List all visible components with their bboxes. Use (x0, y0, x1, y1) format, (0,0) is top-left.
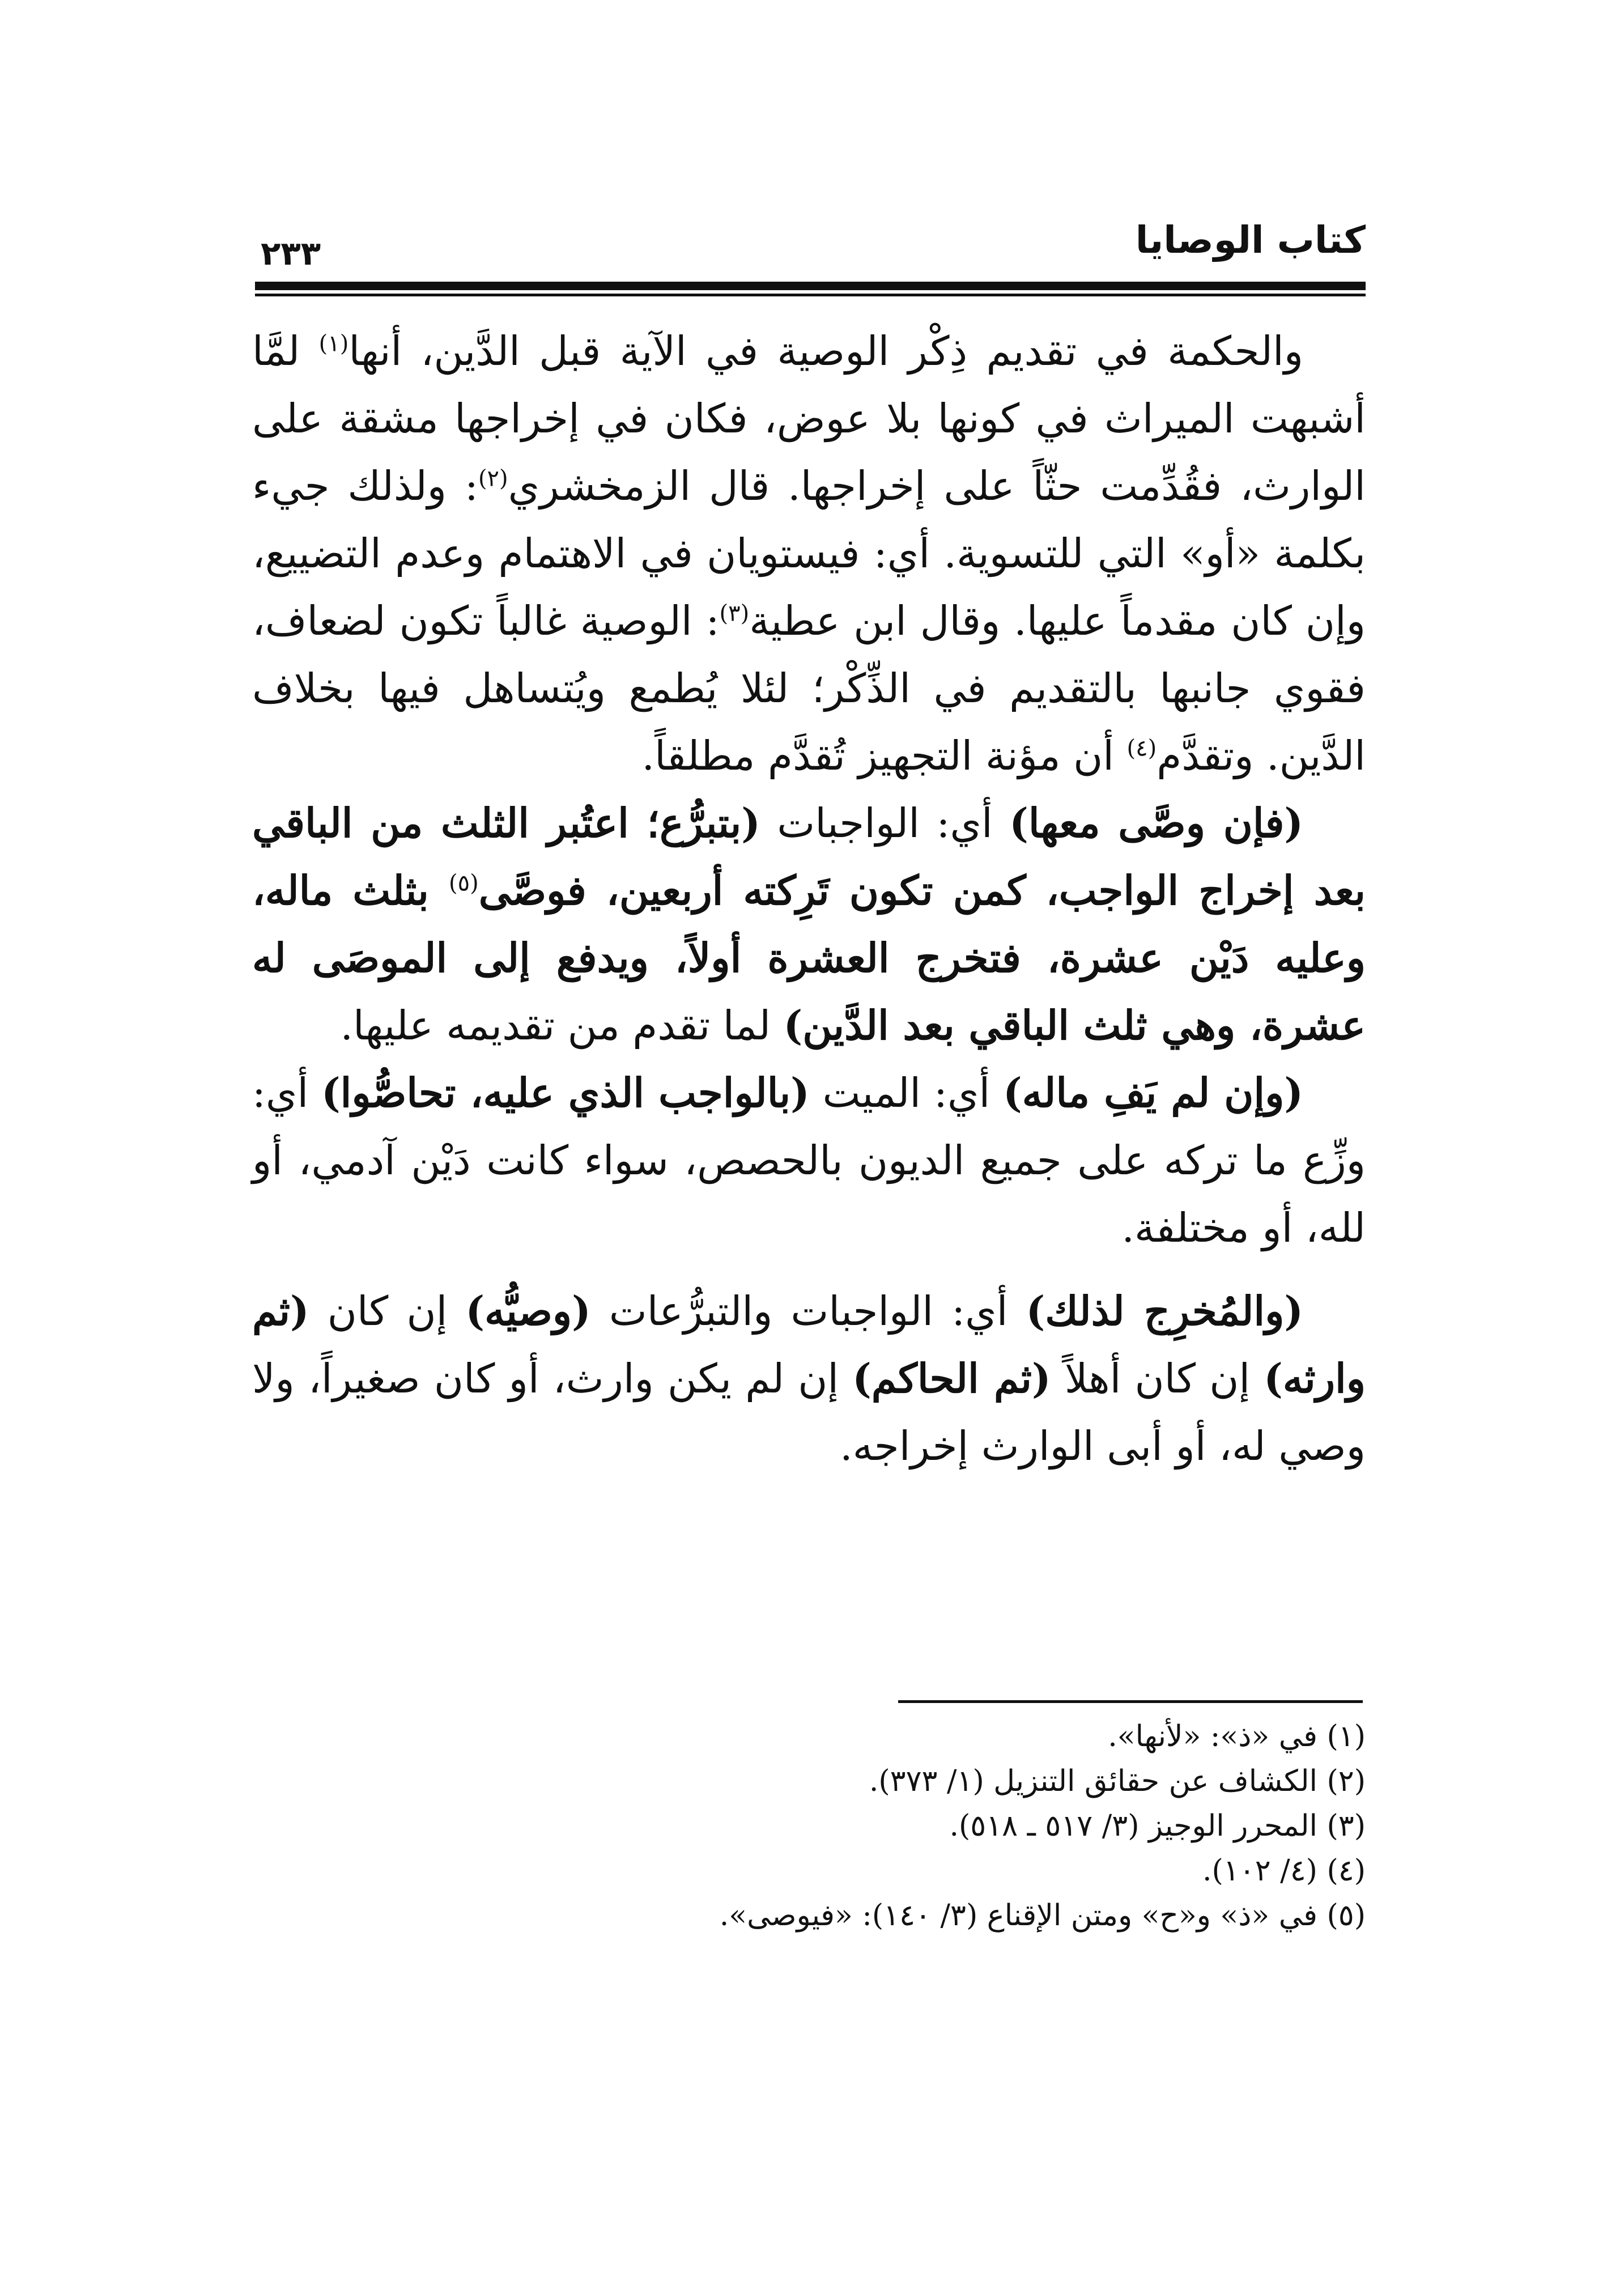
footnotes (252, 1714, 1366, 1938)
footnote-4: (٤) (٤/ ١٠٢). (1202, 1854, 1366, 1888)
sharh-text: أي: الواجبات والتبرُّعات (590, 1288, 1026, 1335)
footnote-ref-5: (٥) (448, 870, 479, 897)
footnote-5: (٥) في «ذ» و«ح» ومتن الإقناع (٣/ ١٤٠): «فيوصى». (719, 1899, 1366, 1933)
sharh-text: إن كان (309, 1288, 466, 1335)
sharh-text: إن كان أهلاً (1051, 1355, 1264, 1402)
sharh-text: إن لم يكن وارث، أو كان صغيراً، ولا وصي له، أو أبى الوارث إخراجه. (252, 1355, 1366, 1470)
footnote-separator (898, 1700, 1363, 1703)
footnote-ref-1: (١) (318, 330, 349, 357)
matn-text: (وإن لم يَفِ ماله) (1003, 1069, 1303, 1116)
matn-text: بثلث ماله، وعليه دَيْن عشرة، فتخرج العشرة أولاً، ويدفع إلى الموصَى له عشرة، وهي ثلث الباقي بعد الدَّين) (252, 867, 1366, 1049)
footnote-ref-2: (٢) (478, 465, 508, 492)
matn-text: (ثم وارثه) (252, 1287, 1366, 1402)
main-text (252, 317, 1366, 1480)
matn-text: (بالواجب الذي عليه، تحاصُّوا) (321, 1069, 810, 1116)
paragraph-insufficient-estate (252, 1059, 1366, 1262)
paragraph-executor (252, 1277, 1366, 1480)
text-run: لمَّا أشبهت الميراث في كونها بلا عوض، فكان في إخراجها مشقة على الوارث، فقُدِّمت حثّاً على إخراجها. قال الزمخشري (252, 328, 1366, 509)
footnote-2: (٢) الكشاف عن حقائق التنزيل (١/ ٣٧٣). (869, 1764, 1366, 1798)
text-run: أن مؤنة التجهيز تُقدَّم مطلقاً. (641, 732, 1127, 779)
sharh-text: أي: وزِّع ما تركه على جميع الديون بالحصص، سواء كانت دَيْن آدمي، أو لله، أو مختلفة. (252, 1069, 1366, 1251)
matn-text: (والمُخرِج لذلك) (1026, 1287, 1303, 1335)
running-title: كتاب الوصايا (1135, 218, 1366, 262)
matn-text: (فإن وصَّى معها) (1009, 799, 1303, 847)
header-rule-thin (255, 294, 1366, 296)
page-header (255, 210, 1366, 283)
sharh-text: أي: الميت (809, 1069, 1004, 1116)
text-run: : ولذلك جيء بكلمة «أو» التي للتسوية. أي: فيستويان في الاهتمام وعدم التضييع، وإن كان مقدماً عليها. وقال ابن عطية (252, 462, 1366, 644)
matn-text: (ثم الحاكم) (852, 1354, 1051, 1402)
footnote-1: (١) في «ذ»: «لأنها». (1108, 1719, 1366, 1753)
matn-text: (وصيُّه) (465, 1287, 591, 1335)
paragraph-wisdom (252, 317, 1366, 789)
text-run: : الوصية غالباً تكون لضعاف، فقوي جانبها بالتقديم في الذِّكْر؛ لئلا يُطمع ويُتساهل فيها بخلاف الدَّين. وتقدَّم (252, 597, 1366, 779)
text-run: والحكمة في تقديم ذِكْر الوصية في الآية قبل الدَّين، أنها (348, 328, 1303, 375)
footnote-ref-3: (٣) (719, 600, 750, 627)
header-rule-thick (255, 282, 1366, 290)
footnote-ref-4: (٤) (1126, 735, 1157, 762)
matn-text: (بتبرُّع؛ اعتُبر الثلث من الباقي بعد إخراج الواجب، كمن تكون تَرِكته أربعين، فوصَّى (252, 799, 1366, 914)
sharh-text: أي: الواجبات (760, 800, 1010, 847)
sharh-text: لما تقدم من تقديمه عليها. (340, 1002, 784, 1049)
page-number: ٢٣٣ (261, 234, 321, 273)
paragraph-bequest-with-debts (252, 789, 1366, 1059)
footnote-3: (٣) المحرر الوجيز (٣/ ٥١٧ ـ ٥١٨). (949, 1809, 1366, 1843)
